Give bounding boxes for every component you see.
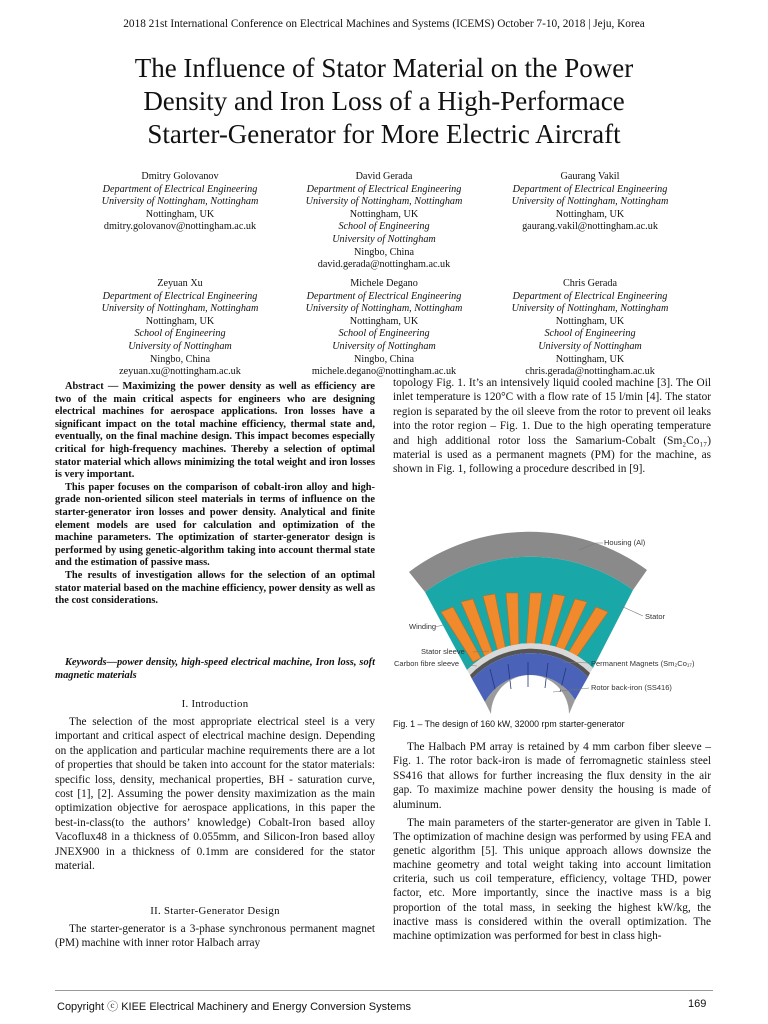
- abstract: [55, 381, 375, 608]
- label-housing: Housing (Al): [604, 538, 646, 547]
- section-heading-starter-generator: II. Starter-Generator Design: [150, 905, 280, 917]
- author-block-gerada-c: [475, 278, 705, 379]
- body-paragraph: The selection of the most appropriate electrical steel is a very important and critical aspect of electrical machine design. Depending on the application and particular machine requirements there are a lot of properties that should be taken into account for the stator materials: specific loss, density, mechanical properties, BH - saturation curve, cost [1], [2]. Assuming the power density maximization as the main optimization objective for aerospace applications, in this paper the best-in-class(to the authors’ knowledge) Cobalt-Iron based alloy Vacoflux48 in a thickness of 0.055mm, and Silicon-Iron based alloy JNEX900 in a thickness of 0.1mm are considered for the stator material.: [55, 716, 375, 873]
- author-location: Nottingham, UK: [349, 315, 419, 327]
- body-paragraph: The starter-generator is a 3-phase synchronous permanent magnet (PM) machine with inner rotor Halbach array: [55, 923, 375, 950]
- author-location: Nottingham, UK: [555, 353, 625, 365]
- author-affiliation: Department of Electrical Engineering: [306, 183, 462, 195]
- body-paragraph: The main parameters of the starter-generator are given in Table I. The optimization of machine design was performed by using FEA and genetic algorithm [5]. This unique approach allows downsize the machine geometry and total weight taking into account limitation criteria, such us coil temperature, efficiency, voltage THD, power factor, etc. More importantly, since the inactive mass is a big proportion of the total mass, in seeking the highest kW/kg, the inactive mass is considered within the overall optimization. The machine optimization was performed for best in class high-: [393, 817, 711, 942]
- author-name: Zeyuan Xu: [157, 278, 203, 289]
- author-affiliation: School of Engineering: [338, 328, 430, 340]
- author-block-vakil: [475, 171, 705, 234]
- body-paragraph: The Halbach PM array is retained by 4 mm carbon fiber sleeve – Fig. 1. The rotor back-iron is made of ferromagnetic stainless steel SS416 that allows for further increasing the flux density in the air gap. To maximize machine power density the housing is made of aluminum.: [393, 741, 711, 811]
- keywords: Keywords—power density, high-speed electrical machine, Iron loss, soft magnetic materials: [55, 657, 375, 681]
- author-affiliation: University of Nottingham, Nottingham: [511, 196, 669, 208]
- author-affiliation: University of Nottingham, Nottingham: [101, 303, 259, 315]
- author-location: Ningbo, China: [150, 353, 210, 365]
- right-column-top: [393, 376, 711, 477]
- author-location: Nottingham, UK: [145, 315, 215, 327]
- figure-caption: Fig. 1 – The design of 160 kW, 32000 rpm starter-generator: [393, 719, 625, 729]
- author-affiliation: Department of Electrical Engineering: [512, 183, 668, 195]
- abstract-paragraph: The results of investigation allows for the selection of an optimal stator material based on the machine efficiency, power density as well as the cost considerations.: [55, 569, 375, 607]
- label-rotor-back-iron: Rotor back-iron (SS416): [591, 683, 672, 692]
- author-name: David Gerada: [355, 171, 413, 182]
- author-email[interactable]: chris.gerada@nottingham.ac.uk: [525, 366, 655, 378]
- author-location: Nottingham, UK: [555, 208, 625, 220]
- author-block-xu: [65, 278, 295, 379]
- author-location: Ningbo, China: [354, 353, 414, 365]
- label-stator-sleeve: Stator sleeve: [421, 647, 465, 656]
- introduction-body: [55, 715, 375, 873]
- author-affiliation: University of Nottingham: [332, 233, 436, 245]
- section2-body: [55, 922, 375, 951]
- author-location: Ningbo, China: [354, 246, 414, 258]
- author-affiliation: Department of Electrical Engineering: [512, 290, 668, 302]
- page-number: 169: [688, 998, 707, 1010]
- author-block-gerada-d: [269, 171, 499, 272]
- title-line: The Influence of Stator Material on the Power: [134, 53, 634, 83]
- author-block-degano: [269, 278, 499, 379]
- footer-divider: [55, 990, 713, 991]
- author-email[interactable]: michele.degano@nottingham.ac.uk: [311, 366, 457, 378]
- author-name: Dmitry Golovanov: [141, 171, 219, 182]
- author-affiliation: University of Nottingham: [128, 340, 232, 352]
- label-permanent-magnets: Permanent Magnets (Sm₂Co₁₇): [591, 659, 695, 668]
- author-affiliation: Department of Electrical Engineering: [102, 290, 258, 302]
- footer-copyright: Copyright ⓒ KIEE Electrical Machinery and Energy Conversion Systems: [57, 1001, 411, 1013]
- body-paragraph: topology Fig. 1. It’s an intensively liquid cooled machine [3]. The Oil inlet temperature is 120°C with a flow rate of 15 l/min [4]. The stator region is separated by the oil sleeve from the rotor to prevent oil leaks into the rotor region – Fig. 1. Due to the high operating temperature and high additional rotor loss the Samarium-Cobalt (Sm₂Co₁₇) material is used as a permanent magnets (PM) for the machine, as shown in Fig. 1, following a procedure described in [9].: [393, 377, 711, 476]
- author-location: Nottingham, UK: [349, 208, 419, 220]
- author-name: Michele Degano: [350, 278, 418, 289]
- paper-title: [40, 52, 728, 151]
- section-heading-introduction: I. Introduction: [181, 698, 249, 710]
- author-location: Nottingham, UK: [145, 208, 215, 220]
- author-affiliation: University of Nottingham, Nottingham: [511, 303, 669, 315]
- author-email[interactable]: zeyuan.xu@nottingham.ac.uk: [119, 366, 241, 378]
- author-affiliation: University of Nottingham, Nottingham: [305, 303, 463, 315]
- author-location: Nottingham, UK: [555, 315, 625, 327]
- author-affiliation: School of Engineering: [134, 328, 226, 340]
- author-affiliation: University of Nottingham: [332, 340, 436, 352]
- title-line: Density and Iron Loss of a High-Performace: [143, 86, 625, 116]
- author-affiliation: Department of Electrical Engineering: [102, 183, 258, 195]
- author-affiliation: School of Engineering: [338, 221, 430, 233]
- author-affiliation: University of Nottingham, Nottingham: [305, 196, 463, 208]
- figure-starter-generator-cross-section: [393, 530, 711, 715]
- author-email[interactable]: gaurang.vakil@nottingham.ac.uk: [522, 221, 658, 233]
- abstract-paragraph: Abstract — Maximizing the power density as well as efficiency are two of the main critical aspects for engineers who are designing electrical machines for aerospace applications. Iron losses have a significant impact on the total machine efficiency, thermal state and, eventually, on the final machine design. This impact becomes especially critical for high-frequency machines. Thereby a selection of optimal stator material which allows minimizing the total weight and iron losses is very important.: [55, 381, 375, 481]
- label-winding: Winding: [409, 622, 437, 631]
- title-line: Starter-Generator for More Electric Aircraft: [147, 119, 621, 149]
- abstract-paragraph: This paper focuses on the comparison of cobalt-iron alloy and high-grade non-oriented silicon steel materials in terms of influence on the starter-generator iron losses and power density. Analytical and finite element models are used for calculation and optimization of the machine parameters. The optimization of starter-generator design is performed by using genetic-algorithm taking into account thermal state and the estimation of passive mass.: [55, 481, 375, 569]
- author-block-golovanov: [65, 171, 295, 234]
- label-stator: Stator: [645, 612, 666, 621]
- author-affiliation: Department of Electrical Engineering: [306, 290, 462, 302]
- author-email[interactable]: dmitry.golovanov@nottingham.ac.uk: [103, 221, 257, 233]
- label-carbon-sleeve: Carbon fibre sleeve: [394, 659, 460, 668]
- right-column-mid: [393, 740, 711, 812]
- conference-header: 2018 21st International Conference on Electrical Machines and Systems (ICEMS) October 7-10, 2018 | Jeju, Korea: [123, 18, 645, 30]
- author-affiliation: University of Nottingham, Nottingham: [101, 196, 259, 208]
- author-email[interactable]: david.gerada@nottingham.ac.uk: [317, 259, 451, 271]
- author-name: Gaurang Vakil: [560, 171, 620, 182]
- author-affiliation: University of Nottingham: [538, 340, 642, 352]
- author-affiliation: School of Engineering: [544, 328, 636, 340]
- right-column-low: [393, 816, 711, 943]
- author-name: Chris Gerada: [562, 278, 618, 289]
